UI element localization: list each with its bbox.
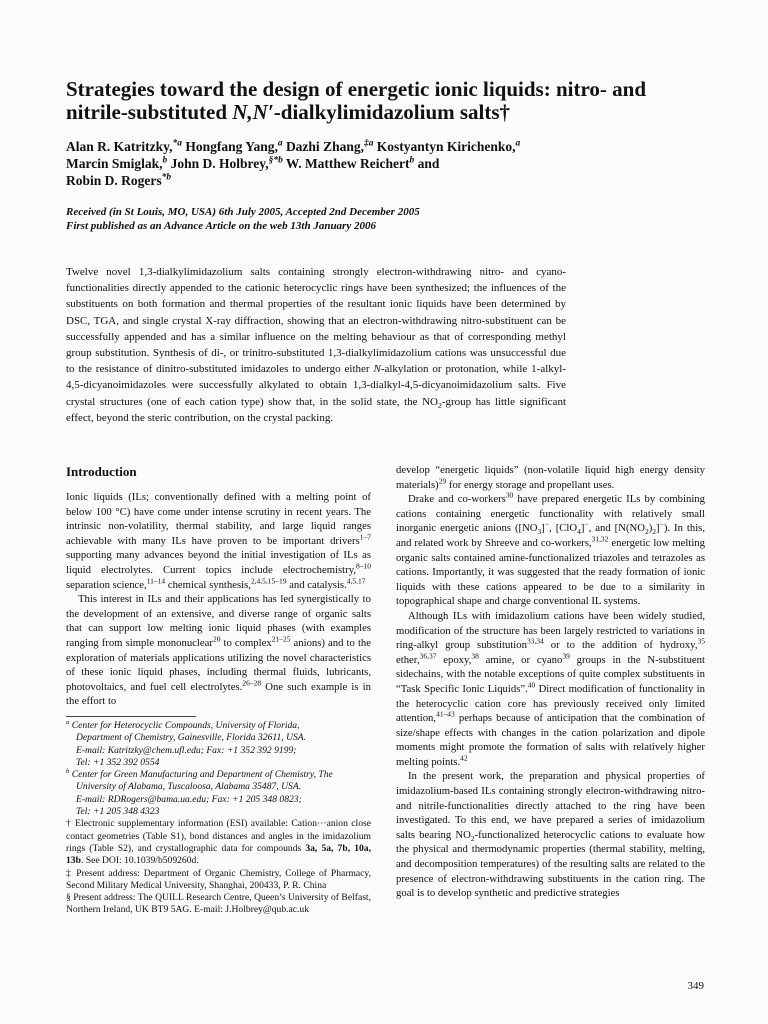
citation[interactable]: 21–25	[271, 634, 291, 644]
superscript: −	[659, 519, 664, 529]
text: ). In this, and related work by Shreeve and co-workers,	[396, 522, 706, 549]
left-column	[66, 490, 371, 709]
citation[interactable]: 40	[527, 680, 536, 690]
citation[interactable]: 41–43	[436, 709, 455, 719]
text: This interest in ILs and their applications has led synergistically to the development of an extensive, and diverse range of organic salts that can support low melting ionic liquid phases (with examples ranging from simple mononuclear	[66, 593, 371, 649]
text: Although ILs with imidazolium cations have been widely studied, modification of the structure has been largely restricted to variations in ring-alkyl group substitution	[396, 609, 705, 652]
subscript: 2	[470, 833, 475, 843]
citation[interactable]: 30	[505, 490, 514, 500]
author-conjunction: and	[414, 156, 440, 171]
footnote-present-address: § Present address: The QUILL Research Centre, Queen’s University of Belfast, Northern Ireland, UK BT9 5AG. E-mail: J.Holbrey@qub.ac.uk	[66, 892, 371, 916]
abstract-text: -alkylation or protonation, while 1-alkyl-4,5-dicyanoimidazoles were successfully alkylated to obtain 1,3-dialkyl-4,5-dicyanoimidazolium salts. Five crystal structures (one of each cation type) show that, in the solid state, the NO	[66, 363, 566, 408]
author-list	[66, 138, 706, 189]
text: Center for Green Manufacturing and Department of Chemistry, The	[71, 769, 333, 781]
text: ]	[541, 522, 545, 535]
title-text: nitrile-substituted	[66, 100, 233, 124]
citation[interactable]: 38	[471, 651, 479, 661]
citation[interactable]: 29	[438, 476, 447, 486]
author-name: W. Matthew Reichert	[282, 156, 410, 171]
text: Tel: +1 205 348 4323	[76, 806, 160, 818]
text: and catalysis.	[286, 578, 347, 591]
subscript: 4	[577, 527, 581, 537]
email-text[interactable]: E-mail: Katritzky@chem.ufl.edu; Fax: +1 352 392 9199;	[76, 744, 297, 756]
text: ]	[656, 522, 660, 535]
citation[interactable]: 11–14	[146, 576, 166, 585]
text: One such example is in the effort to	[66, 680, 371, 708]
author-name: Alan R. Katritzky,	[66, 139, 173, 154]
title-text: -dialkylimidazolium salts†	[273, 100, 511, 124]
citation[interactable]: 4,5,17	[346, 576, 366, 585]
citation[interactable]: 35	[697, 636, 705, 646]
citation[interactable]: 42	[460, 753, 468, 763]
text: anions) and to the exploration of materials applications utilizing the novel characteristics of these ionic liquid phases, including thermal fluids, lubricants, photovoltaics, and fuel cell electrolytes.	[66, 636, 372, 693]
text: )	[648, 522, 653, 535]
citation[interactable]: 39	[562, 651, 570, 661]
received-line: Received (in St Louis, MO, USA) 6th July 2005, Accepted 2nd December 2005	[66, 206, 420, 218]
author-name: Marcin Smiglak,	[66, 156, 163, 171]
author-affiliation: b	[162, 155, 168, 166]
text: Direct modification of functionality in the heterocyclic cation core has previously received only limited attention,	[396, 682, 705, 725]
paragraph	[396, 463, 705, 492]
citation[interactable]: 8–10	[356, 561, 371, 571]
subscript: 2	[652, 527, 657, 537]
paragraph	[396, 609, 705, 770]
abstract	[66, 264, 566, 426]
author-name: Dazhi Zhang,	[282, 139, 364, 154]
text: University of Alabama, Tuscaloosa, Alabama 35487, USA.	[76, 781, 302, 793]
article-title	[66, 78, 706, 124]
right-column	[396, 463, 705, 901]
superscript: −	[544, 519, 550, 529]
text: Department of Chemistry, Gainesville, Florida 32611, USA.	[76, 732, 307, 744]
footnote-divider	[66, 716, 196, 717]
text: supporting many advances beyond the initial investigation of ILs as liquid electrolytes. Current topics include electrochemistry,	[66, 549, 371, 576]
received-dates	[66, 205, 706, 233]
author-name: John D. Holbrey,	[167, 156, 269, 171]
text: for energy storage and propellant uses.	[446, 478, 615, 491]
text: † Electronic supplementary information (ESI) available: Cation···anion close contact geometries (Table S1), bond distances and angles in the imidazolium rings (Table S2), and crystallographic data for compounds	[66, 818, 371, 854]
abstract-text: Twelve novel 1,3-dialkylimidazolium salts containing strongly electron-withdrawing nitro- and cyano-functionalities directly appended to the cationic heterocyclic rings have been synthesized; the influences of the substituents on both formation and thermal properties of the resultant ionic liquids have been determined by DSC, TGA, and single crystal X-ray diffraction, showing that an electron-withdrawing nitro-substituent can be successfully appended and has a similar influence on the melting behaviour as that of corresponding methyl group substitution. Synthesis of di-, or trinitro-substituted 1,3-dialkylimidazolium cations was unsuccessful due to the resistance of dinitro-substituted imidazoles to undergo either	[66, 266, 566, 376]
text: In the present work, the preparation and physical properties of imidazolium-based ILs containing strongly electron-withdrawing nitro- and nitrile-functionalities directly attached to the ring have been investigated. To this end, we have prepared a series of imidazolium salts bearing NO	[396, 770, 705, 841]
abstract-text: -group has little significant effect, beyond the steric contribution, on the crystal packing.	[66, 395, 566, 424]
text: epoxy,	[436, 653, 472, 666]
text: , [ClO	[549, 522, 578, 535]
text: ]	[580, 522, 585, 535]
published-line: First published as an Advance Article on the web 13th January 2006	[66, 220, 376, 232]
author-name: Robin D. Rogers	[66, 173, 162, 188]
text: ether,	[396, 653, 420, 666]
citation[interactable]: 1–7	[359, 532, 371, 542]
author-affiliation: *b	[161, 172, 172, 183]
footnotes	[66, 720, 371, 917]
footnote-esi	[66, 818, 371, 867]
text: Tel: +1 352 392 0554	[76, 756, 160, 768]
text: Center for Heterocyclic Compounds, University of Florida,	[71, 720, 300, 731]
title-line-1: Strategies toward the design of energetic ionic liquids: nitro- and	[66, 77, 647, 101]
author-name: Kostyantyn Kirichenko,	[373, 139, 516, 154]
text: chemical synthesis,	[165, 578, 251, 591]
section-heading-introduction: Introduction	[66, 464, 137, 479]
text: . See DOI: 10.1039/b509260d.	[80, 855, 199, 867]
author-affiliation: a	[277, 138, 283, 149]
title-line-2	[66, 101, 706, 124]
author-name: Hongfang Yang,	[181, 139, 278, 154]
text: Drake and co-workers	[408, 493, 506, 506]
text: Ionic liquids (ILs; conventionally defined with a melting point of below 100 °C) have come under intense scrutiny in recent years. The intrinsic non-volatility, thermal stability, and large liquid ranges achievable with many ILs have proven to be important drivers	[66, 491, 371, 547]
page-number: 349	[687, 980, 704, 992]
footnote-affiliation-a	[66, 720, 371, 732]
text: perhaps because of anticipation that the combination of size/shape effects with changes in the cation polarization and dipole moments might promote the formation of salts with relatively higher melting points.	[396, 712, 705, 768]
title-italic: N,N′	[232, 100, 274, 124]
subscript: 2	[437, 400, 442, 410]
citation[interactable]: 36,37	[419, 651, 437, 661]
paragraph	[396, 769, 705, 900]
email-text[interactable]: E-mail: RDRogers@bama.ua.edu; Fax: +1 205 348 0823;	[76, 793, 302, 805]
paragraph	[396, 492, 705, 609]
paragraph	[66, 592, 371, 709]
citation[interactable]: 31,32	[591, 534, 609, 544]
citation[interactable]: 33,34	[526, 636, 544, 646]
superscript: −	[584, 519, 589, 529]
compound-list: 3a, 5a, 7b, 10a, 13b	[66, 842, 372, 867]
text: energetic low melting organic salts contained amine-functionalized triazoles and tetrazoles as cations. Importantly, it was suggested that the ready formation of ionic liquids with these cations appeared to be due to a similarity in topographical shape and charge conventional IL systems.	[396, 536, 705, 608]
text: , and [N(NO	[588, 522, 645, 535]
text: or to the addition of hydroxy,	[543, 639, 698, 652]
subscript: 3	[537, 527, 542, 537]
footnote-mark: b	[66, 768, 70, 775]
author-affiliation: b	[409, 155, 415, 166]
text: develop “energetic liquids” (non-volatile liquid high energy density materials)	[396, 464, 705, 491]
author-affiliation: §*b	[268, 155, 283, 166]
text: have prepared energetic ILs by combining cations containing energetic functionality with relatively small inorganic energetic anions ([NO	[396, 493, 705, 535]
text: separation science,	[66, 578, 147, 591]
paragraph	[66, 490, 371, 592]
text: to complex	[220, 636, 272, 649]
citation[interactable]: 26–28	[242, 678, 262, 688]
author-affiliation: *a	[172, 138, 182, 149]
footnote-present-address: ‡ Present address: Department of Organic Chemistry, College of Pharmacy, Second Military Medical University, Shanghai, 200433, P. R. China	[66, 867, 371, 891]
text: -functionalized heterocyclic cations to evaluate how the physical and thermodynamic properties (thermal stability, melting, and decomposition temperatures) of the resulting salts are related to the presence of electron-withdrawing substituents in the cation ring. The goal is to develop synthetic and predictive strategies	[396, 828, 706, 900]
citation[interactable]: 2,4,5,15–19	[250, 576, 287, 585]
footnote-mark: a	[66, 718, 70, 726]
citation[interactable]: 20	[212, 634, 221, 644]
author-affiliation: a	[515, 138, 521, 149]
text: amine, or cyano	[478, 653, 563, 666]
subscript: 2	[644, 527, 649, 537]
abstract-italic: N	[373, 363, 381, 376]
author-affiliation: ‡a	[363, 138, 374, 149]
footnote-affiliation-b	[66, 769, 371, 781]
text: groups in the N-substituent sidechains, with the notable exceptions of quite complex substituents in “Task Specific Ionic Liquids”.	[396, 653, 705, 695]
